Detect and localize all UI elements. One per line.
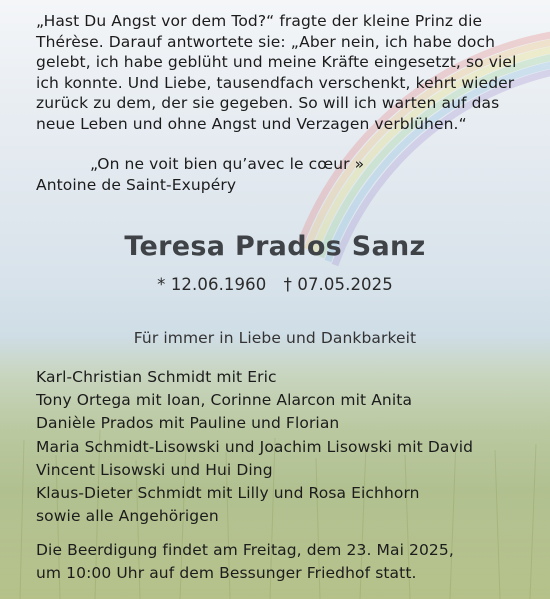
funeral-line: Die Beerdigung findet am Freitag, dem 23. Mai 2025, xyxy=(36,541,454,559)
mourners-list xyxy=(36,366,473,528)
deceased-name: Teresa Prados Sanz xyxy=(124,231,426,262)
mourner-entry: Danièle Prados mit Pauline und Florian xyxy=(36,414,340,433)
mourner-entry: Vincent Lisowski und Hui Ding xyxy=(36,460,273,479)
quote-line: Thérèse. Darauf antwortete sie: „Aber nein, ich habe doch xyxy=(36,32,496,51)
quote-line: ich konnte. Und Liebe, tausendfach verschenkt, kehrt wieder xyxy=(36,73,515,92)
birth-date: * 12.06.1960 xyxy=(157,275,267,294)
funeral-details xyxy=(36,539,454,585)
quote-line: „Hast Du Angst vor dem Tod?“ fragte der kleine Prinz die xyxy=(36,12,483,30)
quote-block xyxy=(36,11,541,135)
quote-line: zurück zu dem, der sie gegeben. So will ich warten auf das xyxy=(36,94,500,113)
french-quote: „On ne voit bien qu’avec le cœur » xyxy=(90,155,365,173)
mourner-entry: Tony Ortega mit Ioan, Corinne Alarcon mit Anita xyxy=(36,391,413,410)
mourner-entry: Karl-Christian Schmidt mit Eric xyxy=(36,368,277,386)
death-date: † 07.05.2025 xyxy=(283,275,393,294)
life-dates xyxy=(0,275,550,294)
quote-line: neue Leben und ohne Angst und Verzagen verblühen.“ xyxy=(36,114,467,133)
mourner-entry: sowie alle Angehörigen xyxy=(36,507,219,526)
dedication-line: Für immer in Liebe und Dankbarkeit xyxy=(133,329,417,347)
quote-line: gelebt, ich habe geblüht und meine Kräfte eingesetzt, so viel xyxy=(36,53,517,72)
mourner-entry: Klaus-Dieter Schmidt mit Lilly und Rosa Eichhorn xyxy=(36,484,420,503)
funeral-line: um 10:00 Uhr auf dem Bessunger Friedhof statt. xyxy=(36,564,417,582)
mourner-entry: Maria Schmidt-Lisowski und Joachim Lisowski mit David xyxy=(36,437,474,456)
quote-author: Antoine de Saint-Exupéry xyxy=(36,176,237,194)
